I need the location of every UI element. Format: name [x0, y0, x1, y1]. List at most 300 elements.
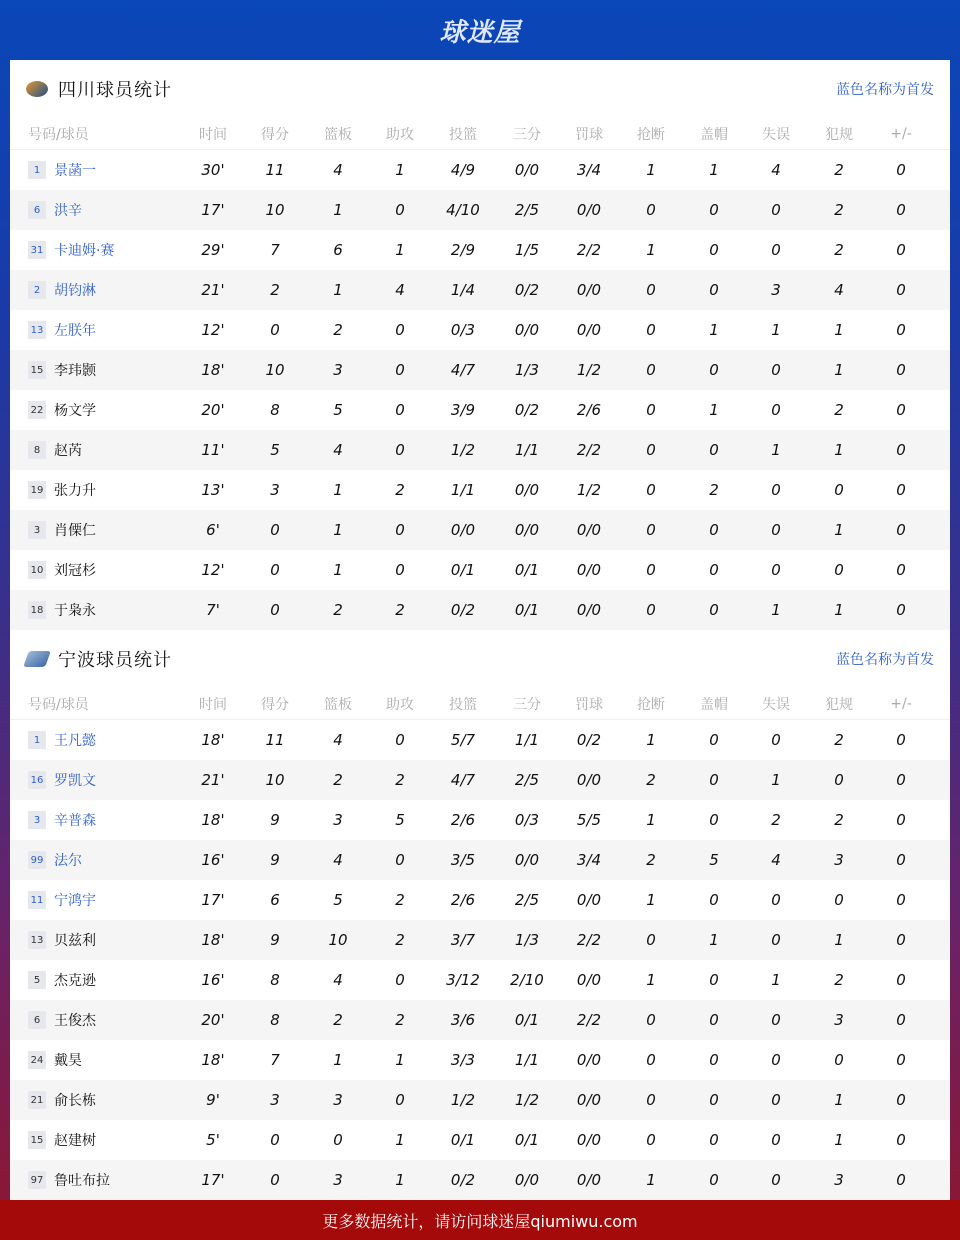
column-header[interactable]: 三分	[513, 696, 541, 713]
stat-cell: 0/0	[576, 601, 602, 619]
stat-cell: 16'	[201, 971, 225, 989]
stat-cell: 0	[896, 481, 906, 499]
stat-cell: 0/0	[576, 891, 602, 909]
stat-cell: 0	[709, 241, 719, 259]
player-name[interactable]: 左朕年	[54, 323, 96, 339]
player-name[interactable]: 杰克逊	[54, 973, 96, 989]
jersey-number-badge: 19	[28, 481, 46, 499]
column-header[interactable]: +/-	[890, 125, 912, 142]
stat-cell: 0	[896, 601, 906, 619]
player-name[interactable]: 罗凯文	[54, 773, 96, 789]
stat-cell: 0/0	[576, 771, 602, 789]
stat-cell: 12'	[201, 321, 225, 339]
stat-cell: 0/3	[514, 811, 540, 829]
table-row[interactable]	[10, 390, 950, 430]
jersey-number-badge: 8	[28, 441, 46, 459]
stat-cell: 10	[265, 771, 285, 789]
stat-cell: 4/7	[450, 771, 476, 789]
stat-cell: 2	[333, 1011, 343, 1029]
player-name[interactable]: 俞长栋	[54, 1093, 96, 1109]
stat-cell: 21'	[201, 281, 225, 299]
stat-cell: 0/3	[450, 321, 476, 339]
player-cell[interactable]	[28, 600, 96, 620]
player-cell[interactable]	[28, 280, 96, 300]
footer-banner[interactable]: 更多数据统计，请访问球迷屋qiumiwu.com	[0, 1200, 960, 1240]
stat-cell: 2	[709, 481, 719, 499]
column-header[interactable]: 犯规	[825, 696, 853, 713]
stat-cell: 0	[896, 281, 906, 299]
column-header[interactable]: 投篮	[449, 126, 477, 143]
stat-cell: 4	[333, 441, 343, 459]
stat-cell: 3	[333, 1091, 343, 1109]
stat-cell: 0/1	[514, 601, 540, 619]
stat-cell: 0/0	[576, 1091, 602, 1109]
stat-cell: 1/5	[514, 241, 540, 259]
table-row[interactable]	[10, 800, 950, 840]
player-name[interactable]: 赵建树	[54, 1133, 96, 1149]
stat-cell: 0/2	[514, 401, 540, 419]
stat-cell: 0	[896, 161, 906, 179]
stat-cell: 3	[333, 361, 343, 379]
column-header[interactable]: 号码/球员	[28, 126, 89, 143]
column-header[interactable]: 时间	[199, 696, 227, 713]
player-name[interactable]: 戴昊	[54, 1053, 82, 1069]
table-row[interactable]	[10, 840, 950, 880]
stat-cell: 0	[646, 361, 656, 379]
stat-cell: 2	[646, 771, 656, 789]
column-header[interactable]: 盖帽	[700, 696, 728, 713]
stat-cell: 1	[834, 1091, 844, 1109]
stat-cell: 3	[270, 1091, 280, 1109]
player-cell[interactable]	[28, 200, 82, 220]
stat-cell: 2	[333, 771, 343, 789]
table-body	[10, 150, 950, 630]
stat-cell: 9	[270, 811, 280, 829]
stat-cell: 2	[834, 811, 844, 829]
stat-cell: 2	[395, 601, 405, 619]
player-name[interactable]: 于枭永	[54, 603, 96, 619]
stat-cell: 2/5	[514, 201, 540, 219]
player-cell[interactable]	[28, 970, 96, 990]
stat-cell: 0	[395, 521, 405, 539]
stat-cell: 1	[709, 401, 719, 419]
stat-cell: 0	[646, 601, 656, 619]
stat-cell: 0/1	[514, 1131, 540, 1149]
player-cell[interactable]	[28, 810, 96, 830]
team-logo-icon	[26, 81, 48, 97]
stat-cell: 0	[709, 281, 719, 299]
starter-note: 蓝色名称为首发	[836, 652, 934, 668]
player-name[interactable]: 贝兹利	[54, 933, 96, 949]
table-row[interactable]	[10, 230, 950, 270]
stat-cell: 1	[333, 1051, 343, 1069]
table-row[interactable]	[10, 270, 950, 310]
stat-cell: 1/1	[514, 441, 540, 459]
player-cell[interactable]	[28, 930, 96, 950]
stat-cell: 0	[834, 1051, 844, 1069]
stat-cell: 1	[834, 361, 844, 379]
stat-cell: 1/2	[450, 441, 476, 459]
stat-cell: 3/3	[450, 1051, 476, 1069]
stat-cell: 2	[333, 321, 343, 339]
player-name[interactable]: 赵芮	[54, 443, 82, 459]
player-cell[interactable]	[28, 360, 96, 380]
column-header[interactable]: 时间	[199, 126, 227, 143]
stat-cell: 0	[771, 241, 781, 259]
column-header[interactable]: 罚球	[575, 696, 603, 713]
stat-cell: 3	[834, 851, 844, 869]
stat-cell: 0	[896, 1011, 906, 1029]
stat-cell: 2	[834, 201, 844, 219]
stat-cell: 8	[270, 1011, 280, 1029]
stat-cell: 0	[896, 931, 906, 949]
stat-cell: 2	[395, 891, 405, 909]
stat-cell: 0	[646, 441, 656, 459]
stat-cell: 1	[395, 161, 405, 179]
table-row[interactable]	[10, 590, 950, 630]
table-row[interactable]	[10, 1040, 950, 1080]
table-row[interactable]	[10, 760, 950, 800]
jersey-number-badge: 6	[28, 1011, 46, 1029]
stat-cell: 6	[270, 891, 280, 909]
stat-cell: 0	[709, 1091, 719, 1109]
stat-cell: 0	[771, 561, 781, 579]
player-cell[interactable]	[28, 770, 96, 790]
stat-cell: 0	[709, 601, 719, 619]
stat-cell: 0	[771, 931, 781, 949]
stat-cell: 7'	[206, 601, 220, 619]
stat-cell: 4	[333, 851, 343, 869]
stat-cell: 0	[709, 891, 719, 909]
player-cell[interactable]	[28, 1050, 82, 1070]
section-header	[10, 60, 950, 118]
player-name[interactable]: 卡迪姆·赛	[54, 243, 115, 259]
stat-cell: 5	[395, 811, 405, 829]
stat-cell: 1	[646, 811, 656, 829]
player-cell[interactable]	[28, 1130, 96, 1150]
stat-cell: 11'	[201, 441, 225, 459]
stat-cell: 18'	[201, 361, 225, 379]
table-row[interactable]	[10, 310, 950, 350]
table-row[interactable]	[10, 1160, 950, 1200]
stat-cell: 0/0	[576, 1051, 602, 1069]
stat-cell: 1	[709, 321, 719, 339]
stat-cell: 0	[709, 971, 719, 989]
table-row[interactable]	[10, 920, 950, 960]
player-cell[interactable]	[28, 890, 96, 910]
stat-cell: 2/6	[576, 401, 602, 419]
stat-cell: 0/0	[514, 1171, 540, 1189]
stat-cell: 4/7	[450, 361, 476, 379]
stat-cell: 1	[646, 731, 656, 749]
stat-cell: 0/1	[450, 1131, 476, 1149]
jersey-number-badge: 24	[28, 1051, 46, 1069]
player-name[interactable]: 王俊杰	[54, 1013, 96, 1029]
stat-cell: 4	[834, 281, 844, 299]
stat-cell: 2/5	[514, 771, 540, 789]
stat-cell: 0	[896, 561, 906, 579]
table-row[interactable]	[10, 470, 950, 510]
stat-cell: 3	[834, 1171, 844, 1189]
stat-cell: 0	[395, 441, 405, 459]
stat-cell: 10	[265, 361, 285, 379]
stat-cell: 1/2	[450, 1091, 476, 1109]
stat-cell: 0	[646, 1011, 656, 1029]
table-row[interactable]	[10, 880, 950, 920]
player-cell[interactable]	[28, 1010, 96, 1030]
column-header[interactable]: 失误	[762, 696, 790, 713]
player-cell[interactable]	[28, 520, 96, 540]
stat-cell: 0	[270, 601, 280, 619]
column-header[interactable]: 抢断	[637, 696, 665, 713]
player-cell[interactable]	[28, 1170, 110, 1190]
stat-cell: 3	[333, 1171, 343, 1189]
starter-note: 蓝色名称为首发	[836, 82, 934, 98]
stat-cell: 0	[646, 401, 656, 419]
stat-cell: 8	[270, 971, 280, 989]
column-header[interactable]: 得分	[261, 126, 289, 143]
player-cell[interactable]	[28, 850, 82, 870]
stat-cell: 0	[896, 1171, 906, 1189]
player-cell[interactable]	[28, 400, 96, 420]
table-row[interactable]	[10, 550, 950, 590]
stat-cell: 0	[646, 1131, 656, 1149]
stat-cell: 0	[709, 561, 719, 579]
player-name[interactable]: 王凡懿	[54, 733, 96, 749]
stat-cell: 17'	[201, 201, 225, 219]
stat-cell: 0	[896, 521, 906, 539]
jersey-number-badge: 1	[28, 731, 46, 749]
stat-cell: 0	[771, 481, 781, 499]
column-header[interactable]: 号码/球员	[28, 696, 89, 713]
column-header[interactable]: 助攻	[386, 126, 414, 143]
table-row[interactable]	[10, 190, 950, 230]
jersey-number-badge: 15	[28, 361, 46, 379]
stat-cell: 1	[834, 321, 844, 339]
jersey-number-badge: 22	[28, 401, 46, 419]
stat-cell: 0	[896, 1091, 906, 1109]
stat-cell: 3/5	[450, 851, 476, 869]
player-name[interactable]: 刘冠杉	[54, 563, 96, 579]
stat-cell: 0	[896, 811, 906, 829]
player-cell[interactable]	[28, 320, 96, 340]
player-cell[interactable]	[28, 560, 96, 580]
stat-cell: 0	[771, 361, 781, 379]
jersey-number-badge: 3	[28, 521, 46, 539]
stat-cell: 0	[709, 1171, 719, 1189]
column-header[interactable]: 罚球	[575, 126, 603, 143]
stat-cell: 7	[270, 241, 280, 259]
column-header[interactable]: 盖帽	[700, 126, 728, 143]
table-row[interactable]	[10, 150, 950, 190]
stat-cell: 5	[270, 441, 280, 459]
stat-cell: 5	[333, 401, 343, 419]
stat-cell: 3	[771, 281, 781, 299]
table-row[interactable]	[10, 350, 950, 390]
stat-cell: 12'	[201, 561, 225, 579]
player-cell[interactable]	[28, 480, 96, 500]
stat-cell: 1/4	[450, 281, 476, 299]
stat-cell: 4	[333, 971, 343, 989]
stat-cell: 11	[265, 731, 285, 749]
stat-cell: 1	[771, 441, 781, 459]
table-header	[10, 118, 950, 150]
player-cell[interactable]	[28, 160, 96, 180]
player-name[interactable]: 法尔	[54, 853, 82, 869]
column-header[interactable]: 篮板	[324, 126, 352, 143]
stat-cell: 0	[896, 441, 906, 459]
stat-cell: 17'	[201, 891, 225, 909]
section-title: 四川球员统计	[58, 80, 172, 101]
stat-cell: 0	[395, 561, 405, 579]
table-row[interactable]	[10, 960, 950, 1000]
stat-cell: 1	[646, 891, 656, 909]
stat-cell: 0	[709, 1051, 719, 1069]
stat-cell: 5	[709, 851, 719, 869]
stat-cell: 4/9	[450, 161, 476, 179]
stat-cell: 0/1	[450, 561, 476, 579]
table-header	[10, 688, 950, 720]
table-body	[10, 720, 950, 1200]
stat-cell: 1	[395, 1051, 405, 1069]
stat-cell: 0	[896, 401, 906, 419]
stat-cell: 1	[395, 241, 405, 259]
stat-cell: 0	[709, 1011, 719, 1029]
stat-cell: 0/1	[514, 561, 540, 579]
jersey-number-badge: 97	[28, 1171, 46, 1189]
stat-cell: 2	[270, 281, 280, 299]
stat-cell: 0/0	[576, 1171, 602, 1189]
stat-cell: 1	[771, 601, 781, 619]
team-logo-icon	[23, 651, 51, 667]
player-name[interactable]: 杨文学	[54, 403, 96, 419]
player-name[interactable]: 李玮颢	[54, 363, 96, 379]
player-name[interactable]: 鲁吐布拉	[54, 1173, 110, 1189]
player-name[interactable]: 宁鸿宇	[54, 893, 96, 909]
stat-cell: 2	[395, 771, 405, 789]
stat-cell: 0	[646, 561, 656, 579]
stat-cell: 0/0	[576, 521, 602, 539]
stat-cell: 1	[834, 441, 844, 459]
stat-cell: 18'	[201, 811, 225, 829]
stat-cell: 5/7	[450, 731, 476, 749]
stat-cell: 0	[395, 731, 405, 749]
player-cell[interactable]	[28, 730, 96, 750]
stat-cell: 0	[896, 1051, 906, 1069]
stat-cell: 9	[270, 931, 280, 949]
player-name[interactable]: 肖傈仁	[54, 523, 96, 539]
stat-cell: 2/2	[576, 241, 602, 259]
stat-cell: 1/2	[576, 481, 602, 499]
player-name[interactable]: 洪辛	[54, 203, 82, 219]
column-header[interactable]: 抢断	[637, 126, 665, 143]
table-row[interactable]	[10, 1000, 950, 1040]
jersey-number-badge: 1	[28, 161, 46, 179]
table-row[interactable]	[10, 720, 950, 760]
column-header[interactable]: 助攻	[386, 696, 414, 713]
column-header[interactable]: 三分	[513, 126, 541, 143]
stat-cell: 0	[395, 361, 405, 379]
stat-cell: 0	[896, 201, 906, 219]
table-row[interactable]	[10, 1080, 950, 1120]
column-header[interactable]: 投篮	[449, 696, 477, 713]
stat-cell: 0	[646, 321, 656, 339]
stat-cell: 0	[270, 321, 280, 339]
stat-cell: 0	[395, 851, 405, 869]
stat-cell: 0	[395, 401, 405, 419]
stat-cell: 16'	[201, 851, 225, 869]
player-name[interactable]: 张力升	[54, 483, 96, 499]
stat-cell: 0	[771, 1091, 781, 1109]
player-cell[interactable]	[28, 1090, 96, 1110]
player-cell[interactable]	[28, 440, 82, 460]
section-header	[10, 630, 950, 688]
stat-cell: 0	[709, 201, 719, 219]
stat-cell: 0/2	[450, 1171, 476, 1189]
player-name[interactable]: 辛普森	[54, 813, 96, 829]
stat-cell: 0/0	[514, 321, 540, 339]
stat-cell: 0	[896, 1131, 906, 1149]
stat-cell: 4	[333, 161, 343, 179]
stat-cell: 17'	[201, 1171, 225, 1189]
jersey-number-badge: 18	[28, 601, 46, 619]
stat-cell: 0	[834, 561, 844, 579]
stat-cell: 0/0	[514, 481, 540, 499]
player-name[interactable]: 景菡一	[54, 163, 96, 179]
stat-cell: 0/0	[450, 521, 476, 539]
stat-cell: 4	[333, 731, 343, 749]
player-cell[interactable]	[28, 240, 114, 260]
table-row[interactable]	[10, 430, 950, 470]
stat-cell: 2	[834, 161, 844, 179]
stat-cell: 0	[270, 561, 280, 579]
column-header[interactable]: 失误	[762, 126, 790, 143]
table-row[interactable]	[10, 510, 950, 550]
stat-cell: 2	[771, 811, 781, 829]
jersey-number-badge: 16	[28, 771, 46, 789]
stat-cell: 0	[709, 1131, 719, 1149]
column-header[interactable]: +/-	[890, 695, 912, 712]
stat-cell: 3/4	[576, 161, 602, 179]
column-header[interactable]: 篮板	[324, 696, 352, 713]
jersey-number-badge: 11	[28, 891, 46, 909]
stat-cell: 9'	[206, 1091, 220, 1109]
stat-cell: 0	[896, 731, 906, 749]
stat-cell: 0/2	[576, 731, 602, 749]
stat-cell: 10	[328, 931, 348, 949]
stat-cell: 0	[896, 851, 906, 869]
stat-cell: 3	[834, 1011, 844, 1029]
stat-cell: 1	[333, 561, 343, 579]
stat-cell: 2/2	[576, 931, 602, 949]
stat-cell: 0	[771, 1131, 781, 1149]
stat-cell: 1	[646, 161, 656, 179]
stat-cell: 2	[834, 731, 844, 749]
column-header[interactable]: 得分	[261, 696, 289, 713]
stat-cell: 5'	[206, 1131, 220, 1149]
stat-cell: 0	[709, 731, 719, 749]
stat-cell: 10	[265, 201, 285, 219]
stat-cell: 0	[270, 521, 280, 539]
player-name[interactable]: 胡钧淋	[54, 283, 96, 299]
stat-cell: 6	[333, 241, 343, 259]
column-header[interactable]: 犯规	[825, 126, 853, 143]
stat-cell: 1/3	[514, 361, 540, 379]
stat-cell: 0/0	[576, 971, 602, 989]
stat-cell: 0	[896, 361, 906, 379]
table-row[interactable]	[10, 1120, 950, 1160]
stat-cell: 0	[646, 201, 656, 219]
